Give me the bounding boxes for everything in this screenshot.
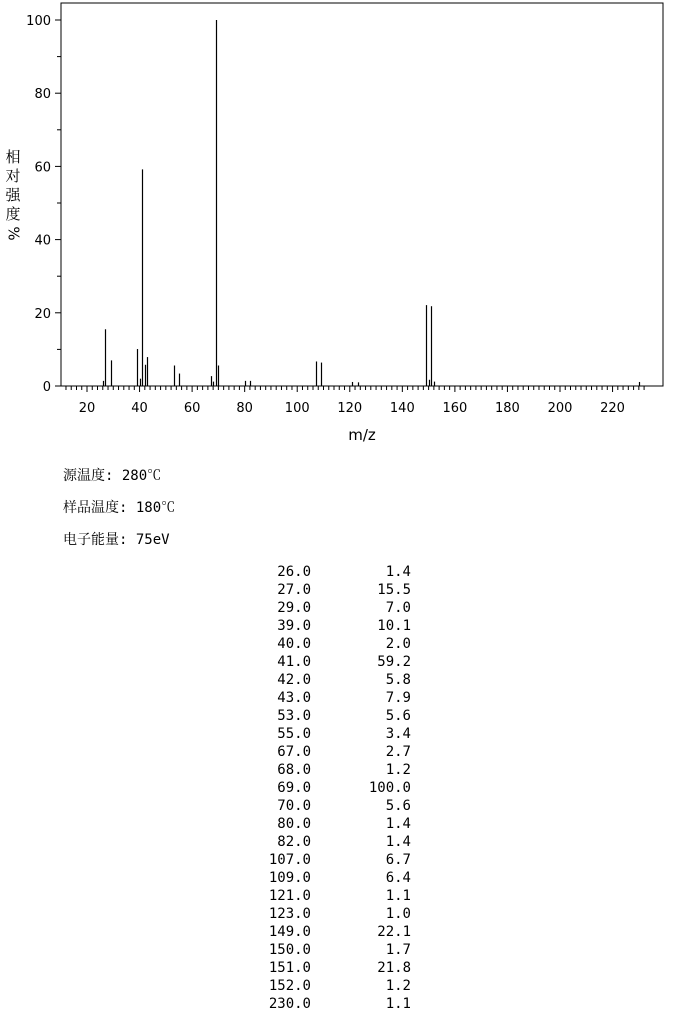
table-row xyxy=(245,707,411,725)
mz-cell: 41.0 xyxy=(277,654,311,670)
mz-cell: 149.0 xyxy=(268,924,311,940)
spectrum-peaks xyxy=(104,20,640,386)
table-row xyxy=(245,761,411,779)
intensity-cell: 22.1 xyxy=(377,924,411,940)
intensity-cell: 6.4 xyxy=(385,870,411,886)
table-row xyxy=(245,563,411,581)
intensity-cell: 1.7 xyxy=(385,942,411,958)
intensity-cell: 1.1 xyxy=(385,888,411,904)
x-tick-label: 140 xyxy=(389,401,415,416)
mz-cell: 109.0 xyxy=(268,870,311,886)
table-row xyxy=(245,617,411,635)
x-tick-label: 180 xyxy=(495,401,520,416)
y-axis-title-char: 强 xyxy=(5,186,21,204)
x-axis-ticks xyxy=(66,386,644,416)
intensity-cell: 59.2 xyxy=(377,654,411,670)
electron-energy: 电子能量: 75eV xyxy=(63,532,170,548)
intensity-cell: 1.2 xyxy=(385,762,411,778)
table-row xyxy=(245,581,411,599)
intensity-cell: 2.0 xyxy=(385,636,411,652)
mz-cell: 42.0 xyxy=(277,672,311,688)
y-axis-title xyxy=(2,148,24,243)
intensity-cell: 21.8 xyxy=(377,960,411,976)
table-row xyxy=(245,797,411,815)
y-tick-label: 60 xyxy=(34,160,51,176)
y-axis-title-char: 相 xyxy=(5,148,21,166)
mz-cell: 230.0 xyxy=(268,996,311,1012)
peak-table xyxy=(245,563,411,1013)
intensity-cell: 1.2 xyxy=(385,978,411,994)
mz-cell: 67.0 xyxy=(277,744,311,760)
mz-cell: 123.0 xyxy=(268,906,311,922)
table-row xyxy=(245,635,411,653)
table-row xyxy=(245,671,411,689)
table-row xyxy=(245,941,411,959)
x-tick-label: 20 xyxy=(78,401,96,416)
intensity-cell: 5.6 xyxy=(385,708,411,724)
y-axis-ticks xyxy=(26,14,61,395)
mz-cell: 43.0 xyxy=(277,690,311,706)
x-tick-label: 220 xyxy=(600,401,625,416)
mz-cell: 82.0 xyxy=(277,834,311,850)
x-tick-label: 100 xyxy=(284,401,310,416)
mz-cell: 150.0 xyxy=(268,942,311,958)
instrument-conditions xyxy=(63,462,175,558)
table-row xyxy=(245,887,411,905)
table-row xyxy=(245,995,411,1013)
mz-cell: 68.0 xyxy=(277,762,311,778)
mz-cell: 55.0 xyxy=(277,726,311,742)
intensity-cell: 10.1 xyxy=(377,618,411,634)
table-row xyxy=(245,869,411,887)
table-row xyxy=(245,959,411,977)
mz-cell: 39.0 xyxy=(277,618,311,634)
y-tick-label: 0 xyxy=(42,380,51,395)
mz-cell: 27.0 xyxy=(277,582,311,598)
x-tick-label: 120 xyxy=(337,401,363,416)
mz-cell: 121.0 xyxy=(268,888,311,904)
y-tick-label: 80 xyxy=(34,87,51,103)
table-row xyxy=(245,689,411,707)
intensity-cell: 2.7 xyxy=(385,744,411,760)
table-row xyxy=(245,833,411,851)
x-tick-label: 60 xyxy=(183,401,201,416)
intensity-cell: 5.8 xyxy=(385,672,411,688)
table-row xyxy=(245,725,411,743)
table-row xyxy=(245,905,411,923)
mz-cell: 80.0 xyxy=(277,816,311,832)
table-row xyxy=(245,779,411,797)
intensity-cell: 1.4 xyxy=(385,834,411,850)
x-axis-title: m/z xyxy=(348,426,376,444)
source-temperature: 源温度: 280℃ xyxy=(63,468,162,484)
intensity-cell: 5.6 xyxy=(385,798,411,814)
x-tick-label: 40 xyxy=(131,401,148,416)
x-tick-label: 160 xyxy=(442,401,468,416)
mz-cell: 151.0 xyxy=(268,960,311,976)
y-axis-title-unit: % xyxy=(4,226,23,241)
mz-cell: 40.0 xyxy=(277,636,311,652)
intensity-cell: 3.4 xyxy=(385,726,411,742)
y-tick-label: 40 xyxy=(34,233,51,249)
y-tick-label: 100 xyxy=(26,14,51,29)
table-row xyxy=(245,653,411,671)
table-row xyxy=(245,743,411,761)
y-axis-title-char: 度 xyxy=(5,205,21,223)
x-tick-label: 200 xyxy=(547,401,573,416)
mz-cell: 26.0 xyxy=(277,564,311,580)
table-row xyxy=(245,977,411,995)
mz-cell: 29.0 xyxy=(277,600,311,616)
intensity-cell: 6.7 xyxy=(385,852,411,868)
intensity-cell: 1.0 xyxy=(385,906,411,922)
table-row xyxy=(245,923,411,941)
mz-cell: 69.0 xyxy=(277,780,311,796)
intensity-cell: 1.4 xyxy=(385,816,411,832)
mz-cell: 53.0 xyxy=(277,708,311,724)
intensity-cell: 15.5 xyxy=(377,582,411,598)
mz-cell: 107.0 xyxy=(268,852,311,868)
intensity-cell: 1.4 xyxy=(385,564,411,580)
table-row xyxy=(245,851,411,869)
table-row xyxy=(245,815,411,833)
y-tick-label: 20 xyxy=(34,306,51,322)
sample-temperature: 样品温度: 180℃ xyxy=(63,500,176,516)
x-tick-label: 80 xyxy=(236,401,253,416)
mz-cell: 70.0 xyxy=(277,798,311,814)
plot-frame xyxy=(61,3,663,386)
intensity-cell: 7.0 xyxy=(385,600,411,616)
mass-spectrum-chart xyxy=(0,0,680,450)
intensity-cell: 100.0 xyxy=(368,780,411,796)
intensity-cell: 1.1 xyxy=(385,996,411,1012)
table-row xyxy=(245,599,411,617)
mz-cell: 152.0 xyxy=(268,978,311,994)
intensity-cell: 7.9 xyxy=(385,690,411,706)
y-axis-title-char: 对 xyxy=(5,167,21,185)
